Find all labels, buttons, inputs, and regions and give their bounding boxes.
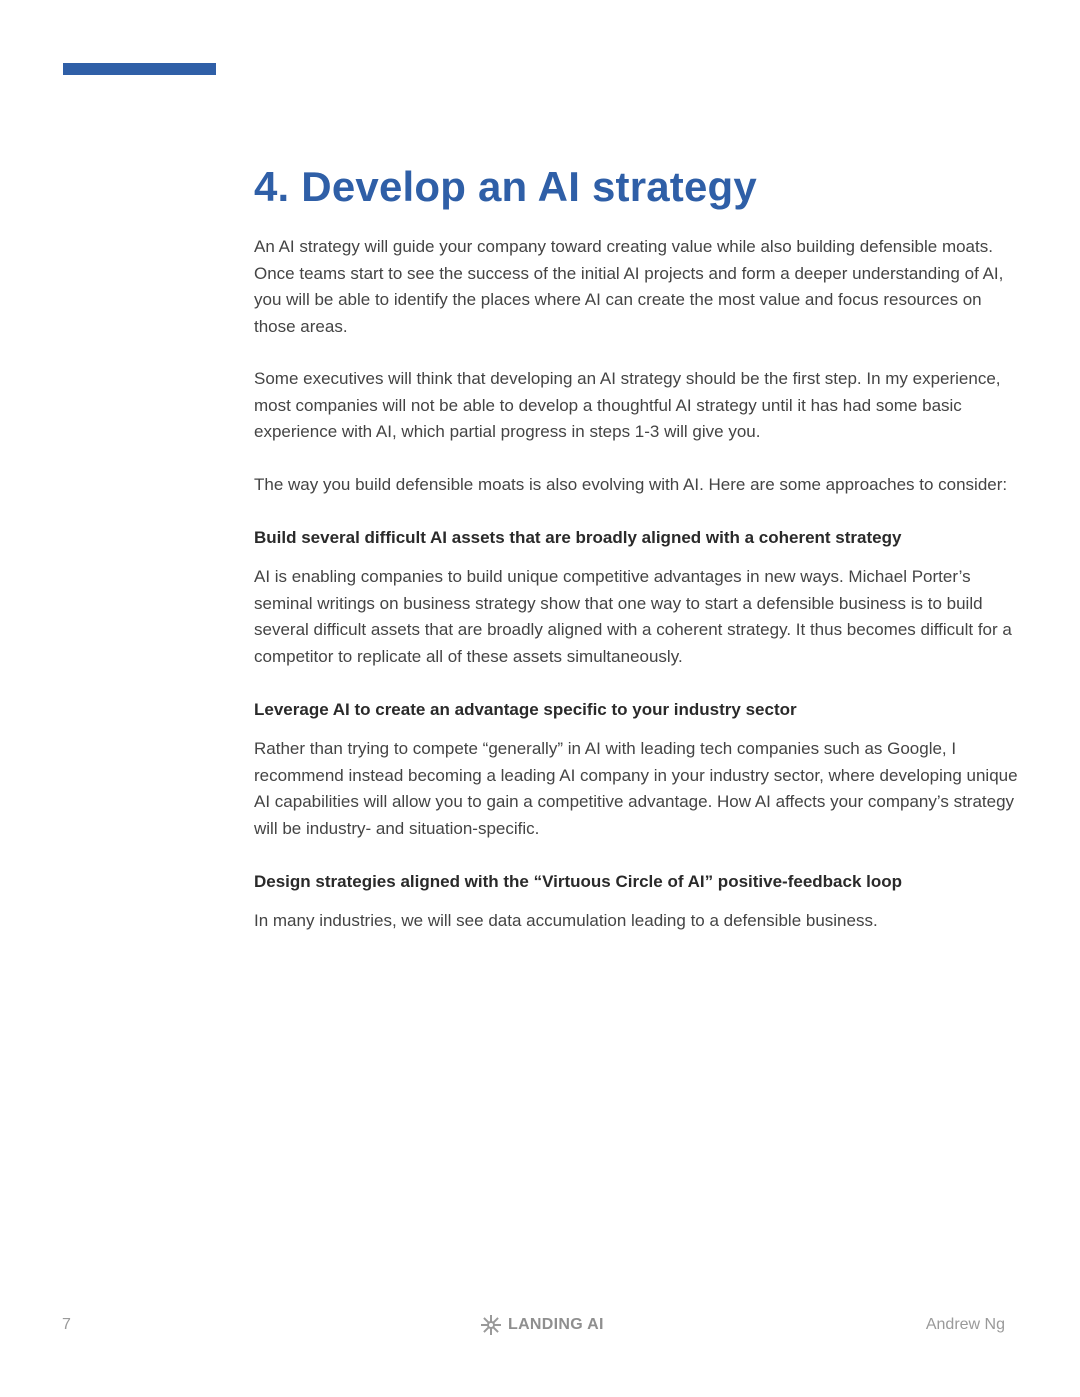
section-heading: Leverage AI to create an advantage specific to your industry sector bbox=[254, 700, 797, 719]
landing-ai-logo-icon bbox=[480, 1314, 502, 1336]
page-number: 7 bbox=[62, 1316, 71, 1333]
section-body: Rather than trying to compete “generally” in AI with leading tech companies such as Google, I recommend instead becoming a leading AI company in your industry sector, where developing unique AI capabilities will allow you to gain a competitive advantage. How AI affects your company’s strategy will be industry- and situation-specific. bbox=[254, 739, 1018, 838]
section-heading: Design strategies aligned with the “Virtuous Circle of AI” positive-feedback loop bbox=[254, 872, 903, 891]
landing-ai-logo bbox=[480, 1314, 604, 1336]
section-heading: Build several difficult AI assets that are broadly aligned with a coherent strategy bbox=[254, 528, 902, 547]
section-industry-advantage bbox=[254, 696, 1024, 842]
logo-text: LANDING AI bbox=[508, 1316, 604, 1333]
section-difficult-assets bbox=[254, 524, 1024, 670]
section-body: In many industries, we will see data accumulation leading to a defensible business. bbox=[254, 911, 878, 930]
author-name: Andrew Ng bbox=[925, 1316, 1005, 1333]
section-virtuous-circle bbox=[254, 868, 1024, 935]
page-footer bbox=[0, 1312, 1080, 1342]
accent-bar bbox=[63, 63, 216, 75]
page-content bbox=[254, 160, 1024, 935]
moats-paragraph: The way you build defensible moats is also evolving with AI. Here are some approaches to consider: bbox=[254, 474, 1008, 494]
executives-paragraph: Some executives will think that developing an AI strategy should be the first step. In my experience, most companies will not be able to develop a thoughtful AI strategy until it has had some basic experience with AI, which partial progress in steps 1-3 will give you. bbox=[254, 369, 1001, 441]
section-body: AI is enabling companies to build unique competitive advantages in new ways. Michael Porter’s seminal writings on business strategy show that one way to start a defensible business is to build several difficult assets that are broadly aligned with a coherent strategy. It thus becomes difficult for a competitor to replicate all of these assets simultaneously. bbox=[254, 567, 1012, 666]
page-title: 4. Develop an AI strategy bbox=[254, 163, 757, 210]
intro-paragraph: An AI strategy will guide your company toward creating value while also building defensible moats. Once teams start to see the success of the initial AI projects and form a deeper understanding of AI, you will be able to identify the places where AI can create the most value and focus resources on those areas. bbox=[254, 237, 1004, 336]
